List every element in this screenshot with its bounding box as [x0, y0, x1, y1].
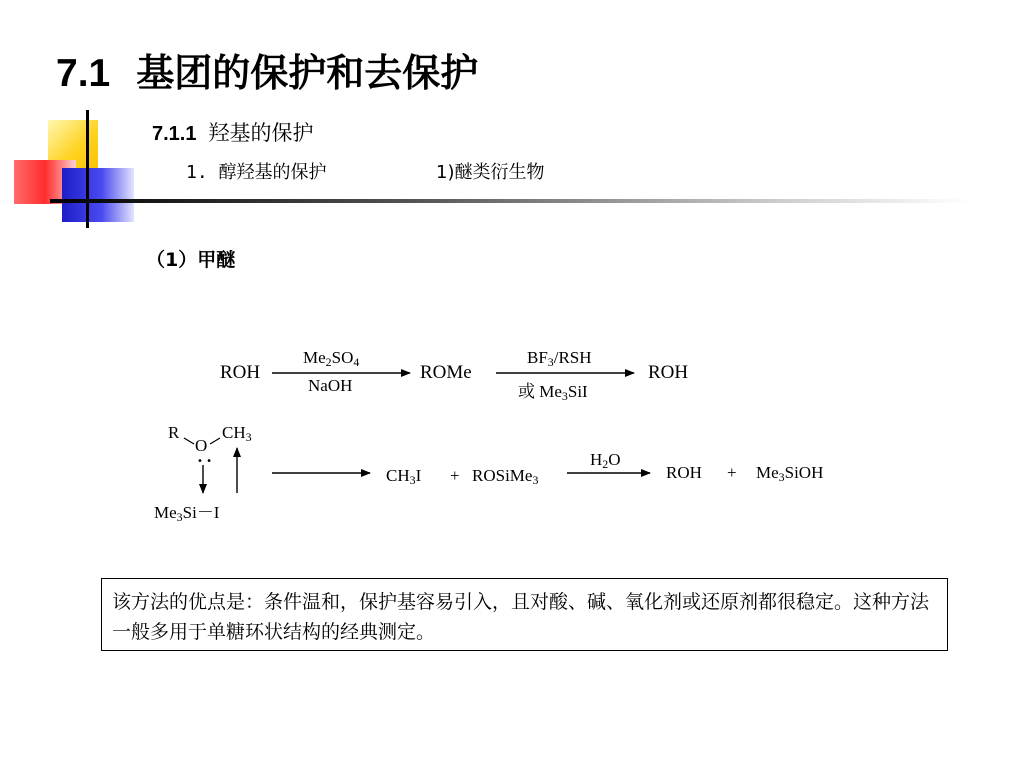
r1-condition2-top: $BF_3$/RSH	[527, 348, 592, 369]
r2-product2: ROSiMe$_3$	[472, 466, 539, 487]
r1-condition1-top: $Me_2SO_4$	[303, 348, 360, 369]
r1-condition2-bottom: 或 $Me_3SiI$	[518, 382, 588, 403]
r2-final2: $Me_3SiOH$	[756, 463, 824, 484]
r2-final1: ROH	[666, 463, 702, 482]
note-box	[101, 578, 948, 651]
r1-condition1-bottom: NaOH	[308, 376, 353, 395]
section-number: 7.1	[56, 52, 111, 95]
subsection-title: 羟基的保护	[208, 121, 314, 145]
r1-product: ROH	[648, 362, 689, 383]
r2-plus2: +	[727, 463, 737, 482]
section-title: 基团的保护和去保护	[136, 51, 479, 95]
r2-lone-pair: • •	[197, 456, 212, 467]
r2-plus1: +	[450, 466, 460, 485]
r2-r-label: R	[168, 423, 180, 442]
r2-product1: $CH_3I$	[386, 466, 422, 487]
heading-number: （1）	[146, 249, 198, 271]
note-text: 该方法的优点是：条件温和，保护基容易引入，且对酸、碱、氧化剂或还原剂都很稳定。这种方法一般多用于单糖环状结构的经典测定。	[112, 591, 930, 643]
r1-reactant: ROH	[220, 362, 261, 383]
heading-label: 甲醚	[197, 249, 236, 271]
bond-r-o	[184, 438, 194, 444]
subsection-number: 7.1.1	[152, 123, 197, 145]
r2-ch3: $CH_3$	[222, 423, 252, 444]
r2-water: $H_2O$	[590, 450, 621, 471]
r2-me3si: $Me_3Si-I$	[154, 503, 220, 524]
bond-o-ch3	[210, 438, 220, 444]
r2-o-label: O	[195, 436, 208, 455]
r1-intermediate: ROMe	[420, 362, 472, 383]
topic-text: 1. 醇羟基的保护	[186, 162, 327, 183]
subtopic-text: 1)醚类衍生物	[436, 162, 545, 183]
